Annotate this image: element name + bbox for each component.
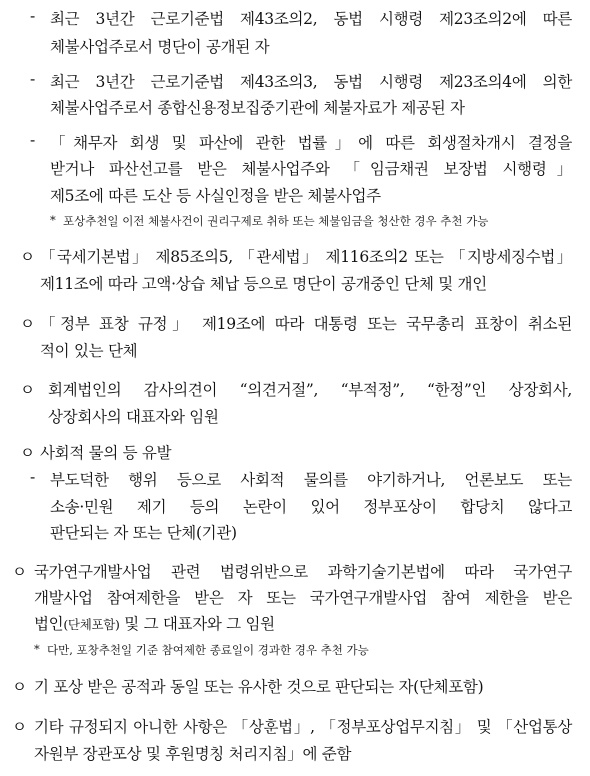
text-line: 제11조에 따라 고액·상습 체납 등으로 명단이 공개중인 단체 및 개인 bbox=[40, 275, 487, 293]
text-fragment: 및 그 대표자와 그 임원 bbox=[124, 615, 275, 633]
text-line: 체불사업주로서 종합신용정보집중기관에 체불자료가 제공된 자 bbox=[50, 99, 465, 117]
text-line: 기 포상 받은 공적과 동일 또는 유사한 것으로 판단되는 자(단체포함) bbox=[34, 678, 484, 696]
text-line: 적이 있는 단체 bbox=[40, 342, 138, 360]
text-line: 국가연구개발사업 관련 법령위반으로 과학기술기본법에 따라 국가연구 bbox=[34, 563, 572, 581]
dash-marker: - bbox=[30, 70, 35, 88]
text-line: 상장회사의 대표자와 임원 bbox=[48, 408, 219, 426]
text-line: 제5조에 따른 도산 등 사실인정을 받은 체불사업주 bbox=[50, 187, 381, 205]
text-line: 「채무자 회생 및 파산에 관한 법률」에 따른 회생절차개시 결정을 bbox=[50, 134, 572, 152]
text-line: 판단되는 자 또는 단체(기관) bbox=[50, 524, 237, 542]
circle-bullet: ㅇ bbox=[20, 381, 35, 399]
text-line: 사회적 물의 등 유발 bbox=[40, 444, 172, 462]
text-line: 자원부 장관포상 및 후원명칭 처리지침」에 준함 bbox=[34, 745, 352, 763]
text-fragment: 법인 bbox=[34, 615, 64, 633]
asterisk-marker: * bbox=[50, 213, 56, 227]
text-line bbox=[34, 612, 275, 634]
text-line: 최근 3년간 근로기준법 제43조의3, 동법 시행령 제23조의4에 의한 bbox=[50, 73, 572, 91]
text-line: 부도덕한 행위 등으로 사회적 물의를 야기하거나, 언론보도 또는 bbox=[50, 471, 572, 489]
text-line: 기타 규정되지 아니한 사항은 「상훈법」, 「정부포상업무지침」 및 「산업통상 bbox=[34, 718, 572, 736]
circle-bullet: ㅇ bbox=[12, 563, 27, 581]
text-line: 「정부 표창 규정」 제19조에 따라 대통령 또는 국무총리 표창이 취소된 bbox=[40, 315, 572, 333]
text-line: 받거나 파산선고를 받은 체불사업주와 「임금채권 보장법 시행령」 bbox=[50, 160, 572, 178]
note-line: 다만, 포창추천일 기준 참여제한 종료일이 경과한 경우 추천 가능 bbox=[47, 643, 369, 657]
circle-bullet: ㅇ bbox=[20, 315, 35, 333]
inline-note: (단체포함) bbox=[63, 617, 120, 632]
circle-bullet: ㅇ bbox=[20, 444, 35, 462]
text-line: 최근 3년간 근로기준법 제43조의2, 동법 시행령 제23조의2에 따른 bbox=[50, 10, 572, 28]
text-line: 체불사업주로서 명단이 공개된 자 bbox=[50, 38, 270, 56]
circle-bullet: ㅇ bbox=[12, 718, 27, 736]
text-line: 개발사업 참여제한을 받은 자 또는 국가연구개발사업 참여 제한을 받은 bbox=[34, 589, 572, 607]
text-line: 회계법인의 감사의견이 “의견거절”, “부적정”, “한정”인 상장회사, bbox=[48, 381, 572, 399]
asterisk-marker: * bbox=[34, 642, 40, 656]
text-line: 소송·민원 제기 등의 논란이 있어 정부포상이 합당치 않다고 bbox=[50, 498, 572, 516]
dash-marker: - bbox=[30, 468, 35, 486]
dash-marker: - bbox=[30, 7, 35, 25]
text-line: 「국세기본법」 제85조의5, 「관세법」 제116조의2 또는 「지방세징수법」 bbox=[40, 248, 572, 266]
note-line: 포상추천일 이전 체불사건이 권리구제로 취하 또는 체불임금을 청산한 경우 추천 가능 bbox=[63, 214, 489, 228]
dash-marker: - bbox=[30, 131, 35, 149]
circle-bullet: ㅇ bbox=[12, 678, 27, 696]
circle-bullet: ㅇ bbox=[20, 248, 35, 266]
